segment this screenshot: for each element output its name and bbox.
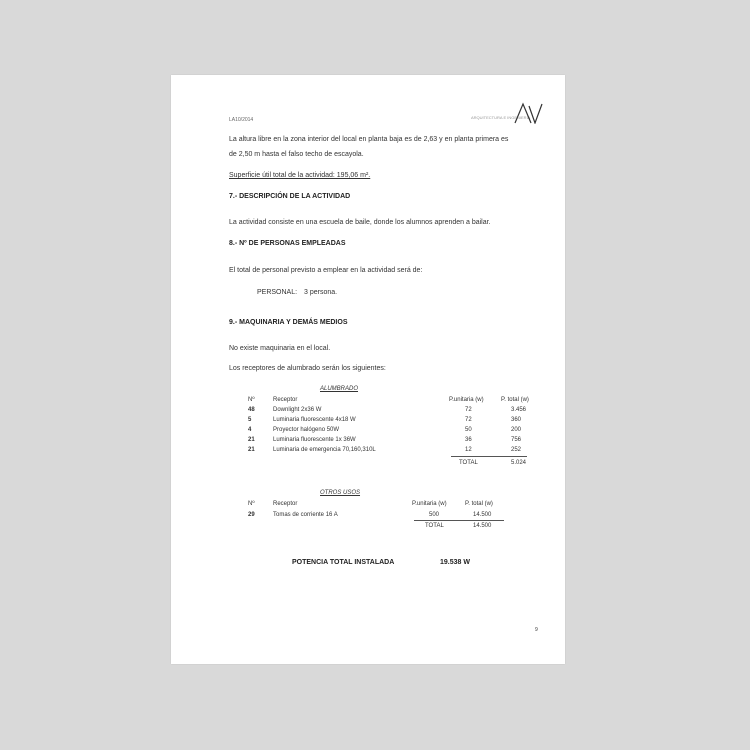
paragraph-descripcion: La actividad consiste en una escuela de baile, donde los alumnos aprenden a bailar. <box>229 219 491 226</box>
logo-text: ARQUITECTURA E INGENIERIA <box>471 115 531 120</box>
row-punitaria: 12 <box>465 447 472 453</box>
row-num: 21 <box>248 447 255 453</box>
row-num: 48 <box>248 407 255 413</box>
row-punitaria: 72 <box>465 417 472 423</box>
row-punitaria: 72 <box>465 407 472 413</box>
superficie-util: Superficie útil total de la actividad: 195,06 m². <box>229 172 371 179</box>
paragraph-maquinaria: No existe maquinaria en el local. <box>229 345 331 352</box>
personal-label: PERSONAL: <box>257 289 298 296</box>
section-heading-8: 8.- Nº DE PERSONAS EMPLEADAS <box>229 240 346 247</box>
table-total-divider <box>414 520 504 521</box>
section-heading-7: 7.- DESCRIPCIÓN DE LA ACTIVIDAD <box>229 193 351 200</box>
document-page <box>171 75 565 664</box>
row-ptotal: 360 <box>511 417 522 423</box>
table-caption-otros: OTROS USOS <box>320 490 361 496</box>
table-caption-alumbrado: ALUMBRADO <box>320 386 359 392</box>
table-total-divider <box>451 456 527 457</box>
row-num: 29 <box>248 512 255 518</box>
paragraph-receptores: Los receptores de alumbrado serán los siguientes: <box>229 365 386 372</box>
paragraph-altura-cont: de 2,50 m hasta el falso techo de escayola. <box>229 151 364 158</box>
row-num: 4 <box>248 427 252 433</box>
col-header-punitaria: P.unitaria (w) <box>449 397 484 403</box>
row-num: 21 <box>248 437 255 443</box>
company-logo-icon <box>513 102 543 124</box>
row-receptor: Proyector halógeno 50W <box>273 427 340 433</box>
row-receptor: Luminaria fluorescente 1x 36W <box>273 437 356 443</box>
paragraph-altura: La altura libre en la zona interior del local en planta baja es de 2,63 y en planta primera es <box>229 136 509 143</box>
row-receptor: Luminaria de emergencia 70,160,310L <box>273 447 376 453</box>
document-reference: LA10/2014 <box>229 117 254 123</box>
row-ptotal: 200 <box>511 427 522 433</box>
otros-total-label: TOTAL <box>425 523 444 529</box>
col-header-punitaria: P.unitaria (w) <box>412 501 447 507</box>
col-header-num: Nº <box>248 397 255 403</box>
paragraph-personal: El total de personal previsto a emplear en la actividad será de: <box>229 267 423 274</box>
section-heading-9: 9.- MAQUINARIA Y DEMÁS MEDIOS <box>229 319 348 326</box>
alumbrado-total-value: 5.024 <box>511 460 527 466</box>
alumbrado-total-label: TOTAL <box>459 460 478 466</box>
row-ptotal: 756 <box>511 437 522 443</box>
row-ptotal: 3.456 <box>511 407 527 413</box>
row-receptor: Downlight 2x36 W <box>273 407 322 413</box>
col-header-num: Nº <box>248 501 255 507</box>
col-header-ptotal: P. total (w) <box>501 397 529 403</box>
col-header-ptotal: P. total (w) <box>465 501 493 507</box>
row-receptor: Luminaria fluorescente 4x18 W <box>273 417 356 423</box>
potencia-total-value: 19.538 W <box>440 559 470 566</box>
row-punitaria: 36 <box>465 437 472 443</box>
page-number: 9 <box>535 627 538 633</box>
row-receptor: Tomas de corriente 16 A <box>273 512 338 518</box>
row-punitaria: 50 <box>465 427 472 433</box>
otros-total-value: 14.500 <box>473 523 492 529</box>
row-ptotal: 14.500 <box>473 512 492 518</box>
potencia-total-label: POTENCIA TOTAL INSTALADA <box>292 559 395 566</box>
col-header-receptor: Receptor <box>273 501 298 507</box>
row-punitaria: 500 <box>429 512 440 518</box>
personal-value: 3 persona. <box>304 289 338 296</box>
col-header-receptor: Receptor <box>273 397 298 403</box>
row-num: 5 <box>248 417 252 423</box>
row-ptotal: 252 <box>511 447 522 453</box>
